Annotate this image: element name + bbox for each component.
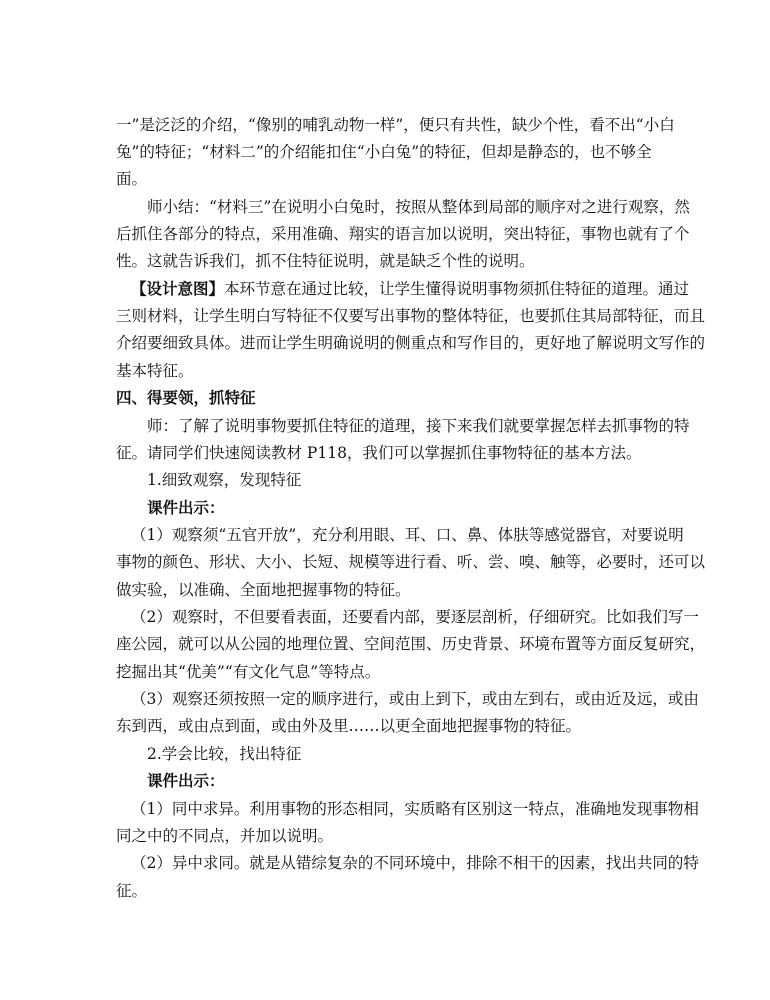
text-line: 面。 <box>116 170 148 188</box>
text-line: 一”是泛泛的介绍，“像别的哺乳动物一样”，便只有共性，缺少个性，看不出“小白 <box>116 116 675 134</box>
text-line: 征。请同学们快速阅读教材 P118，我们可以掌握抓住事物特征的基本方法。 <box>116 444 642 462</box>
text-line: 东到西，或由点到面，或由外及里……以更全面地把握事物的特征。 <box>116 717 582 735</box>
text-line: 后抓住各部分的特点，采用准确、翔实的语言加以说明，突出特征，事物也就有了个 <box>116 225 690 243</box>
design-intent-label: 【设计意图】 <box>131 279 225 298</box>
text-line: 事物的颜色、形状、大小、长短、规模等进行看、听、尝、嗅、触等，必要时，还可以 <box>116 553 706 571</box>
text-line: 征。 <box>116 882 148 900</box>
text-line: （2）观察时，不但要看表面，还要看内部，要逐层剖析，仔细研究。比如我们写一 <box>131 608 699 626</box>
text-line: 座公园，就可以从公园的地理位置、空间范围、历史背景、环境布置等方面反复研究， <box>116 635 706 653</box>
text-line: 介绍要细致具体。进而让学生明确说明的侧重点和写作目的，更好地了解说明文写作的 <box>116 334 706 352</box>
text-line: 师：了解了说明事物要抓住特征的道理，接下来我们就要掌握怎样去抓事物的特 <box>147 417 690 435</box>
text-line: （1）同中求异。利用事物的形态相同，实质略有区别这一特点，准确地发现事物相 <box>131 800 699 818</box>
text-line: 做实验，以准确、全面地把握事物的特征。 <box>116 581 411 599</box>
text-line: 三则材料，让学生明白写特征不仅要写出事物的整体特征，也要抓住其局部特征，而且 <box>116 307 706 325</box>
design-intent-line <box>131 279 770 299</box>
text-line: 性。这就告诉我们，抓不住特征说明，就是缺乏个性的说明。 <box>116 252 535 270</box>
text-line: 师小结：“材料三”在说明小白兔时，按照从整体到局部的顺序对之进行观察，然 <box>147 198 690 216</box>
text-line: 基本特征。 <box>116 362 194 380</box>
text-line: 同之中的不同点，并加以说明。 <box>116 827 334 845</box>
text-line: （2）异中求同。就是从错综复杂的不同环境中，排除不相干的因素，找出共同的特 <box>131 854 699 872</box>
design-intent-text: 本环节意在通过比较，让学生懂得说明事物须抓住特征的道理。通过 <box>224 280 690 298</box>
subsection-heading: 1.细致观察，发现特征 <box>147 471 302 489</box>
text-line: （1）观察须“五官开放”，充分利用眼、耳、口、鼻、体肤等感觉器官，对要说明 <box>131 526 684 544</box>
text-line: 兔”的特征；“材料二”的介绍能扣住“小白兔”的特征，但却是静态的，也不够全 <box>116 143 652 161</box>
text-line: （3）观察还须按照一定的顺序进行，或由上到下，或由左到右，或由近及远，或由 <box>131 690 699 708</box>
section-heading: 四、得要领，抓特征 <box>116 388 256 407</box>
text-line: 挖掘出其“优美”“有文化气息”等特点。 <box>116 663 381 681</box>
courseware-label: 课件出示： <box>147 498 225 517</box>
subsection-heading: 2.学会比较，找出特征 <box>147 745 302 763</box>
courseware-label: 课件出示： <box>147 771 225 790</box>
